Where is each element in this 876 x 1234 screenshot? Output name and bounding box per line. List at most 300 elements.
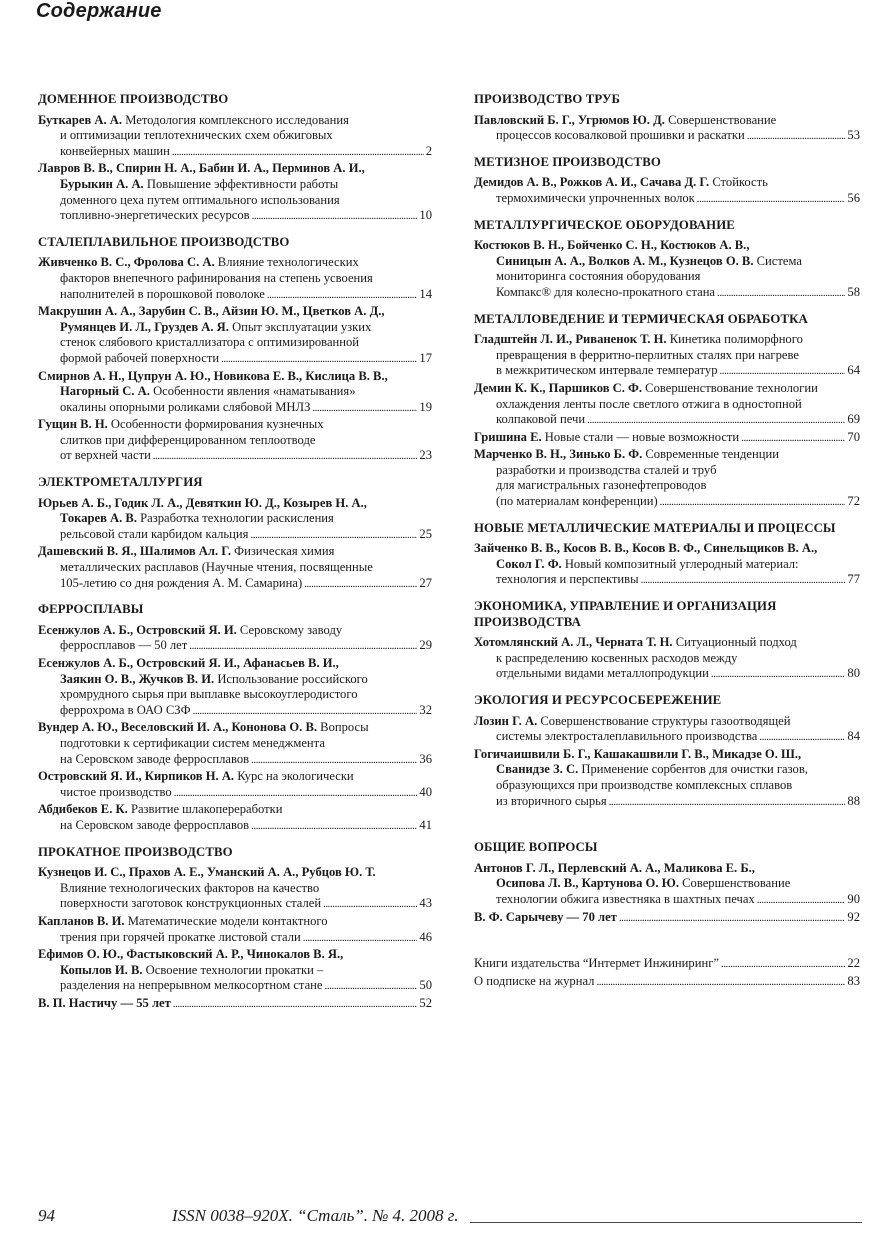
entry-text bbox=[38, 947, 343, 963]
dot-leader bbox=[759, 729, 845, 746]
section-heading: МЕТАЛЛОВЕДЕНИЕ И ТЕРМИЧЕСКАЯ ОБРАБОТКА bbox=[474, 311, 808, 326]
dot-leader bbox=[325, 978, 418, 995]
entry-text bbox=[474, 381, 818, 397]
entry-title: окалины опорными роликами слябовой МНЛЗ bbox=[60, 399, 311, 414]
section-heading: ДОМЕННОЕ ПРОИЗВОДСТВО bbox=[38, 92, 229, 106]
dot-leader bbox=[697, 191, 846, 208]
dot-leader bbox=[717, 285, 845, 302]
entry-line bbox=[38, 161, 432, 177]
entry-title: поверхности заготовок конструкционных сталей bbox=[60, 896, 322, 911]
entry-authors: Дашевский В. Я., Шалимов Ал. Г. bbox=[38, 544, 231, 559]
entry-text bbox=[38, 161, 365, 177]
entry-text bbox=[60, 881, 319, 897]
toc-section bbox=[474, 92, 860, 155]
toc-entry bbox=[38, 544, 432, 592]
entry-text bbox=[474, 861, 755, 877]
entry-title: Влияние технологических факторов на качество bbox=[60, 880, 320, 895]
section-heading: ФЕРРОСПЛАВЫ bbox=[38, 602, 144, 617]
entry-authors: Живченко В. С., Фролова С. А. bbox=[38, 255, 215, 270]
entry-line bbox=[38, 113, 432, 129]
entry-line bbox=[38, 335, 432, 351]
entry-line bbox=[474, 447, 860, 463]
entry-authors: Заякин О. В., Жучков В. И. bbox=[60, 671, 215, 686]
entry-authors: Капланов В. И. bbox=[38, 913, 125, 928]
entry-authors: Синицын А. А., Волков А. М., Кузнецов О. В. bbox=[496, 253, 754, 268]
entry-title: Влияние технологических bbox=[214, 255, 359, 270]
entry-text bbox=[60, 576, 302, 593]
entry-text bbox=[496, 651, 737, 667]
entry-page-number: 10 bbox=[419, 208, 432, 223]
entry-line bbox=[474, 910, 860, 927]
entry-text bbox=[496, 794, 607, 811]
entry-text bbox=[38, 914, 328, 930]
entry-page-number: 25 bbox=[419, 526, 432, 541]
entry-text bbox=[474, 910, 617, 927]
entry-page-number: 92 bbox=[847, 909, 860, 924]
entry-title: на Серовском заводе ферросплавов bbox=[60, 817, 250, 832]
entry-title: чистое производство bbox=[60, 784, 172, 799]
entry-authors: Юрьев А. Б., Годик Л. А., Девяткин Ю. Д., Козырев Н. А., bbox=[38, 495, 367, 510]
entry-text bbox=[496, 128, 745, 145]
entry-line bbox=[474, 892, 860, 909]
entry-text bbox=[60, 896, 321, 913]
entry-text bbox=[38, 656, 339, 672]
entry-line bbox=[38, 802, 432, 818]
entry-title: Освоение технологии прокатки – bbox=[142, 962, 324, 977]
entry-text bbox=[496, 412, 585, 429]
entry-title: Вопросы bbox=[317, 720, 369, 735]
entry-text bbox=[496, 892, 755, 909]
entry-title: Новый композитный углеродный материал: bbox=[561, 556, 799, 571]
page-number: 94 bbox=[38, 1206, 55, 1225]
entry-title: Совершенствование bbox=[664, 112, 777, 127]
toc-entry bbox=[474, 714, 860, 746]
entry-line bbox=[38, 208, 432, 225]
entry-line bbox=[474, 397, 860, 413]
toc-entry bbox=[38, 769, 432, 801]
toc-entry bbox=[38, 656, 432, 719]
entry-line bbox=[38, 255, 432, 271]
dot-leader bbox=[252, 208, 418, 225]
toc-entry bbox=[38, 623, 432, 655]
dot-leader bbox=[250, 527, 417, 544]
entry-line bbox=[474, 572, 860, 589]
section-heading: ПРОИЗВОДСТВО ТРУБ bbox=[474, 92, 621, 106]
entry-line bbox=[474, 494, 860, 511]
entry-line bbox=[474, 238, 860, 254]
toc-entry bbox=[474, 430, 860, 447]
entry-title: Особенности явления «наматывания» bbox=[149, 384, 356, 399]
journal-issn: ISSN 0038–920X. “Сталь”. № 4. 2008 г. bbox=[172, 1206, 459, 1225]
entry-title: трения при горячей прокатке листовой стали bbox=[60, 929, 301, 944]
entry-line bbox=[474, 191, 860, 208]
entry-text bbox=[60, 320, 371, 336]
entry-line bbox=[38, 193, 432, 209]
entry-title: Совершенствование структуры газоотводящей bbox=[537, 713, 791, 728]
entry-authors: Вундер А. Ю., Веселовский И. А., Кононова О. В. bbox=[38, 720, 318, 735]
entry-title: подготовки к сертификации систем менеджмента bbox=[60, 735, 325, 750]
entry-text bbox=[60, 384, 356, 400]
entry-authors: Токарев А. В. bbox=[60, 511, 137, 526]
entry-page-number: 84 bbox=[847, 729, 860, 744]
toc-entry bbox=[474, 974, 860, 991]
entry-authors: Копылов И. В. bbox=[60, 962, 143, 977]
entry-line bbox=[474, 714, 860, 730]
entry-line bbox=[38, 963, 432, 979]
entry-title: Развитие шлакопереработки bbox=[127, 802, 283, 817]
toc-entry bbox=[38, 996, 432, 1013]
entry-page-number: 29 bbox=[419, 638, 432, 653]
toc-section bbox=[474, 956, 860, 1000]
entry-line bbox=[474, 285, 860, 302]
entry-authors: Демин К. К., Паршиков С. Ф. bbox=[474, 380, 643, 395]
entry-text bbox=[38, 304, 385, 320]
entry-page-number: 77 bbox=[847, 572, 860, 587]
entry-line bbox=[474, 729, 860, 746]
entry-text bbox=[496, 778, 792, 794]
entry-line bbox=[474, 635, 860, 651]
dot-leader bbox=[609, 794, 846, 811]
entry-title: хромрудного сырья при выплавке высокоуглеродистого bbox=[60, 687, 358, 702]
entry-line bbox=[38, 687, 432, 703]
entry-title: на Серовском заводе ферросплавов bbox=[60, 751, 250, 766]
entry-authors: Антонов Г. Л., Перлевский А. А., Маликова Е. Б., bbox=[474, 860, 755, 875]
entry-page-number: 46 bbox=[419, 929, 432, 944]
entry-text bbox=[496, 572, 639, 589]
entry-title: Курс на экологически bbox=[234, 769, 354, 784]
entry-title: Физическая химия bbox=[230, 544, 335, 559]
entry-line bbox=[38, 128, 432, 144]
entry-authors: Гущин В. Н. bbox=[38, 417, 108, 432]
dot-leader bbox=[221, 351, 417, 368]
section-heading: ЭЛЕКТРОМЕТАЛЛУРГИЯ bbox=[38, 475, 203, 490]
entry-line bbox=[474, 876, 860, 892]
entry-authors: Демидов А. В., Рожков А. И., Сачава Д. Г. bbox=[474, 175, 710, 190]
entry-line bbox=[38, 369, 432, 385]
entry-authors: Гладштейн Л. И., Риваненок Т. Н. bbox=[474, 332, 667, 347]
entry-line bbox=[38, 947, 432, 963]
entry-text bbox=[474, 430, 739, 447]
entry-text bbox=[474, 447, 779, 463]
entry-page-number: 27 bbox=[419, 575, 432, 590]
dot-leader bbox=[303, 930, 418, 947]
entry-text bbox=[60, 177, 338, 193]
entry-authors: Бурыкин А. А. bbox=[60, 176, 144, 191]
entry-text bbox=[60, 978, 323, 995]
entry-line bbox=[474, 348, 860, 364]
dot-leader bbox=[251, 752, 417, 769]
toc-entry bbox=[474, 861, 860, 909]
entry-text bbox=[496, 363, 718, 380]
entry-line bbox=[38, 978, 432, 995]
entry-page-number: 88 bbox=[847, 793, 860, 808]
entry-title: Применение сорбентов для очистки газов, bbox=[578, 762, 808, 777]
entry-line bbox=[474, 974, 860, 991]
entry-line bbox=[474, 747, 860, 763]
entry-title: Книги издательства “Интермет Инжиниринг” bbox=[474, 956, 719, 971]
entry-line bbox=[38, 865, 432, 881]
entry-line bbox=[474, 557, 860, 573]
section-heading: СТАЛЕПЛАВИЛЬНОЕ ПРОИЗВОДСТВО bbox=[38, 234, 290, 249]
toc-entry bbox=[474, 332, 860, 380]
entry-line bbox=[474, 778, 860, 794]
dot-leader bbox=[251, 818, 417, 835]
entry-title: металлических расплавов (Научные чтения, посвященные bbox=[60, 560, 373, 575]
entry-title: О подписке на журнал bbox=[474, 973, 595, 988]
entry-authors: Кузнецов И. С., Прахов А. Е., Уманский А. А., Рубцов Ю. Т. bbox=[38, 865, 376, 880]
entry-text bbox=[60, 638, 187, 655]
entry-text bbox=[60, 560, 373, 576]
entry-text bbox=[60, 511, 334, 527]
entry-title: Математические модели контактного bbox=[124, 913, 328, 928]
toc-entry bbox=[474, 238, 860, 301]
entry-text bbox=[60, 144, 170, 161]
entry-line bbox=[38, 351, 432, 368]
entry-text bbox=[474, 113, 776, 129]
entry-text bbox=[38, 113, 349, 129]
dot-leader bbox=[174, 785, 418, 802]
entry-title: Разработка технологии раскисления bbox=[136, 511, 334, 526]
entry-text bbox=[496, 557, 799, 573]
entry-title: Компакс® для колесно-прокатного стана bbox=[496, 284, 716, 299]
entry-title: системы электросталеплавильного производства bbox=[496, 729, 758, 744]
entry-line bbox=[474, 269, 860, 285]
page-title: Содержание bbox=[36, 0, 162, 22]
entry-authors: Сванидзе З. С. bbox=[496, 762, 579, 777]
entry-text bbox=[60, 752, 249, 769]
entry-text bbox=[38, 996, 171, 1013]
entry-text bbox=[496, 285, 715, 302]
toc-entry bbox=[38, 255, 432, 303]
entry-line bbox=[38, 320, 432, 336]
entry-text bbox=[496, 463, 716, 479]
entry-page-number: 64 bbox=[847, 363, 860, 378]
entry-text bbox=[38, 255, 359, 271]
entry-title: разделения на непрерывном мелкосортном стане bbox=[60, 978, 323, 993]
entry-title: и оптимизации теплотехнических схем обжиговых bbox=[60, 128, 333, 143]
entry-title: конвейерных машин bbox=[60, 143, 170, 158]
entry-page-number: 41 bbox=[419, 817, 432, 832]
entry-text bbox=[38, 865, 376, 881]
entry-line bbox=[38, 400, 432, 417]
entry-title: 105-летию со дня рождения А. М. Самарина) bbox=[60, 575, 303, 590]
entry-authors: Сокол Г. Ф. bbox=[496, 556, 562, 571]
entry-text bbox=[38, 769, 354, 785]
entry-title: слитков при дифференцированном теплоотводе bbox=[60, 432, 316, 447]
section-heading: НОВЫЕ МЕТАЛЛИЧЕСКИЕ МАТЕРИАЛЫ И ПРОЦЕССЫ bbox=[474, 520, 836, 535]
entry-line bbox=[38, 638, 432, 655]
entry-line bbox=[38, 736, 432, 752]
entry-authors: Лавров В. В., Спирин Н. А., Бабин И. А., Перминов А. И., bbox=[38, 161, 365, 176]
entry-line bbox=[474, 430, 860, 447]
entry-page-number: 23 bbox=[419, 448, 432, 463]
entry-title: процессов косовалковой прошивки и раскатки bbox=[496, 128, 745, 143]
entry-title: Серовскому заводу bbox=[236, 622, 343, 637]
toc-entry bbox=[38, 369, 432, 417]
entry-title: к распределению косвенных расходов между bbox=[496, 650, 738, 665]
dot-leader bbox=[587, 412, 845, 429]
entry-page-number: 83 bbox=[847, 973, 860, 988]
entry-text bbox=[60, 433, 315, 449]
entry-title: отдельными видами металлопродукции bbox=[496, 666, 709, 681]
entry-text bbox=[60, 335, 359, 351]
entry-authors: Гришина Е. bbox=[474, 429, 542, 444]
entry-page-number: 90 bbox=[847, 891, 860, 906]
entry-authors: Есенжулов А. Б., Островский Я. И. bbox=[38, 622, 237, 637]
entry-text bbox=[38, 369, 388, 385]
entry-title: Опыт эксплуатации узких bbox=[228, 319, 372, 334]
entry-line bbox=[38, 544, 432, 560]
entry-line bbox=[38, 818, 432, 835]
entry-line bbox=[38, 752, 432, 769]
toc-entry bbox=[38, 865, 432, 913]
entry-text bbox=[60, 527, 248, 544]
entry-line bbox=[474, 381, 860, 397]
entry-text bbox=[60, 736, 325, 752]
toc-entry bbox=[474, 541, 860, 589]
entry-page-number: 40 bbox=[419, 784, 432, 799]
dot-leader bbox=[660, 494, 846, 511]
toc-section bbox=[38, 602, 432, 844]
entry-page-number: 53 bbox=[847, 128, 860, 143]
dot-leader bbox=[757, 892, 846, 909]
entry-line bbox=[38, 511, 432, 527]
dot-leader bbox=[721, 956, 845, 973]
entry-text bbox=[38, 544, 334, 560]
entry-page-number: 19 bbox=[419, 399, 432, 414]
entry-title: технологии обжига известняка в шахтных печах bbox=[496, 891, 755, 906]
dot-leader bbox=[596, 974, 845, 991]
entry-text bbox=[474, 332, 803, 348]
entry-page-number: 2 bbox=[425, 143, 432, 158]
entry-authors: В. П. Настичу — 55 лет bbox=[38, 995, 171, 1010]
entry-text bbox=[38, 623, 342, 639]
entry-line bbox=[474, 794, 860, 811]
entry-authors: Зайченко В. В., Косов В. В., Косов В. Ф., Синельщиков В. А., bbox=[474, 541, 818, 556]
entry-line bbox=[38, 896, 432, 913]
dot-leader bbox=[267, 287, 418, 304]
entry-line bbox=[38, 576, 432, 593]
toc-entry bbox=[474, 910, 860, 927]
entry-page-number: 80 bbox=[847, 666, 860, 681]
section-heading: ЭКОНОМИКА, УПРАВЛЕНИЕ И ОРГАНИЗАЦИЯ ПРОИЗВОДСТВА bbox=[474, 599, 777, 629]
dot-leader bbox=[711, 666, 846, 683]
entry-text bbox=[474, 238, 749, 254]
entry-title: разработки и производства сталей и труб bbox=[496, 462, 717, 477]
entry-page-number: 72 bbox=[847, 494, 860, 509]
dot-leader bbox=[189, 638, 417, 655]
entry-line bbox=[38, 384, 432, 400]
entry-line bbox=[38, 560, 432, 576]
entry-authors: Нагорный С. А. bbox=[60, 384, 150, 399]
entry-line bbox=[38, 417, 432, 433]
toc-section bbox=[474, 840, 860, 936]
entry-text bbox=[38, 720, 369, 736]
entry-page-number: 32 bbox=[419, 702, 432, 717]
entry-line bbox=[474, 332, 860, 348]
toc-section bbox=[474, 521, 860, 599]
entry-title: Особенности формирования кузнечных bbox=[107, 417, 324, 432]
toc-section bbox=[38, 235, 432, 475]
entry-line bbox=[474, 113, 860, 129]
entry-authors: Ефимов О. Ю., Фастыковский А. Р., Чинокалов В. Я., bbox=[38, 947, 344, 962]
entry-text bbox=[496, 876, 790, 892]
entry-line bbox=[38, 271, 432, 287]
toc-entry bbox=[38, 113, 432, 161]
entry-authors: Павловский Б. Г., Угрюмов Ю. Д. bbox=[474, 112, 665, 127]
entry-line bbox=[474, 254, 860, 270]
entry-text bbox=[60, 818, 249, 835]
entry-title: (по материалам конференции) bbox=[496, 494, 658, 509]
entry-text bbox=[496, 762, 808, 778]
entry-line bbox=[474, 412, 860, 429]
entry-title: Стойкость bbox=[709, 175, 768, 190]
entry-line bbox=[38, 656, 432, 672]
entry-line bbox=[474, 175, 860, 191]
section-heading: МЕТАЛЛУРГИЧЕСКОЕ ОБОРУДОВАНИЕ bbox=[474, 217, 735, 232]
entry-page-number: 17 bbox=[419, 350, 432, 365]
entry-text bbox=[496, 478, 706, 494]
entry-title: топливно-энергетических ресурсов bbox=[60, 208, 250, 223]
entry-title: формой рабочей поверхности bbox=[60, 350, 220, 365]
entry-title: превращения в ферритно-перлитных сталях при нагреве bbox=[496, 347, 799, 362]
entry-title: рельсовой стали карбидом кальция bbox=[60, 526, 249, 541]
entry-text bbox=[474, 714, 790, 730]
toc-section bbox=[474, 218, 860, 312]
entry-title: Совершенствование технологии bbox=[642, 380, 818, 395]
entry-title: от верхней части bbox=[60, 448, 151, 463]
entry-text bbox=[60, 287, 265, 304]
toc-entry bbox=[38, 304, 432, 367]
entry-title: наполнителей в порошковой поволоке bbox=[60, 286, 265, 301]
entry-authors: Марченко В. Н., Зинько Б. Ф. bbox=[474, 447, 643, 462]
entry-title: Новые стали — новые возможности bbox=[541, 429, 740, 444]
entry-page-number: 50 bbox=[419, 978, 432, 993]
dot-leader bbox=[153, 448, 418, 465]
entry-line bbox=[38, 672, 432, 688]
toc-entry bbox=[38, 947, 432, 995]
entry-line bbox=[474, 128, 860, 145]
toc-entry bbox=[38, 417, 432, 465]
entry-title: стенок слябового кристаллизатора с оптимизированной bbox=[60, 335, 360, 350]
entry-text bbox=[60, 785, 172, 802]
entry-line bbox=[38, 496, 432, 512]
entry-page-number: 56 bbox=[847, 190, 860, 205]
entry-authors: Смирнов А. Н., Цупрун А. Ю., Новикова Е. В., Кислица В. В., bbox=[38, 368, 388, 383]
entry-page-number: 22 bbox=[847, 956, 860, 971]
entry-text bbox=[474, 635, 797, 651]
entry-line bbox=[38, 433, 432, 449]
section-heading: ЭКОЛОГИЯ И РЕСУРСОСБЕРЕЖЕНИЕ bbox=[474, 693, 722, 707]
entry-authors: В. Ф. Сарычеву — 70 лет bbox=[474, 909, 617, 924]
entry-page-number: 14 bbox=[419, 286, 432, 301]
entry-text bbox=[60, 208, 250, 225]
entry-title: ферросплавов — 50 лет bbox=[60, 638, 188, 653]
entry-page-number: 58 bbox=[847, 284, 860, 299]
toc-entry bbox=[38, 914, 432, 946]
entry-title: феррохрома в ОАО СЗФ bbox=[60, 702, 191, 717]
entry-line bbox=[474, 651, 860, 667]
entry-line bbox=[38, 930, 432, 947]
entry-text bbox=[496, 269, 700, 285]
dot-leader bbox=[747, 128, 846, 145]
entry-line bbox=[38, 287, 432, 304]
entry-page-number: 36 bbox=[419, 751, 432, 766]
entry-title: Система bbox=[753, 253, 802, 268]
toc-entry bbox=[474, 175, 860, 207]
toc-entry bbox=[38, 802, 432, 834]
entry-text bbox=[60, 703, 191, 720]
